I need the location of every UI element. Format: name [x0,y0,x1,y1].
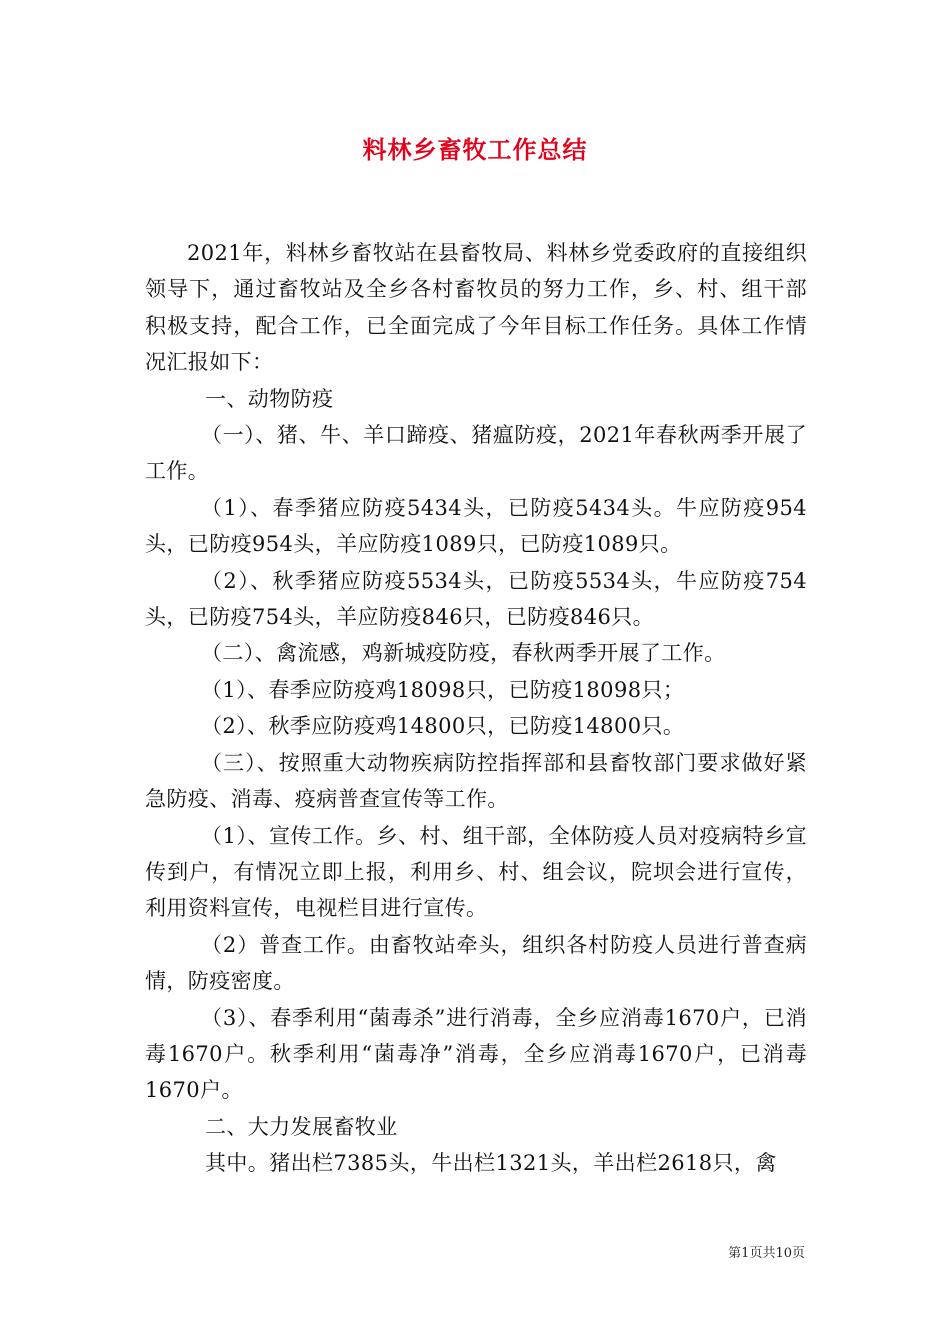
section-heading-animal-epidemic: 一、动物防疫 [205,386,334,411]
section-heading-develop-livestock: 二、大力发展畜牧业 [205,1114,398,1139]
subsection-avian-flu: （二）、禽流感，鸡新城疫防疫，春秋两季开展了工作。 [201,641,726,666]
item-autumn-livestock: （2）、秋季猪应防疫5534头，已防疫5534头，牛应防疫754头，已防疫754头，羊应防疫846只，已防疫846只。 [145,568,807,630]
document-body [145,235,807,1182]
paragraph-output: 其中。猪出栏7385头，牛出栏1321头，羊出栏2618只，禽 [205,1151,777,1176]
intro-paragraph: 2021年，料林乡畜牧站在县畜牧局、料林乡党委政府的直接组织领导下，通过畜牧站及全乡各村畜牧员的努力工作，乡、村、组干部积极支持，配合工作，已全面完成了今年目标工作任务。具体工作情况汇报如下： [145,241,807,375]
document-title: 料林乡畜牧工作总结 [362,136,588,164]
subsection-emergency: （三）、按照重大动物疾病防控指挥部和县畜牧部门要求做好紧急防疫、消毒、疫病普查宣传等工作。 [145,750,807,812]
item-spring-chicken: （1）、春季应防疫鸡18098只，已防疫18098只； [201,677,685,702]
item-publicity: （1）、宣传工作。乡、村、组干部，全体防疫人员对疫病特乡宣传到户，有情况立即上报，利用乡、村、组会议，院坝会进行宣传，利用资料宣传，电视栏目进行宣传。 [145,823,807,921]
item-autumn-chicken: （2）、秋季应防疫鸡14800只，已防疫14800只。 [201,714,685,739]
subsection-foot-mouth: （一）、猪、牛、羊口蹄疫、猪瘟防疫，2021年春秋两季开展了工作。 [145,423,807,484]
item-survey: （2）普查工作。由畜牧站牵头，组织各村防疫人员进行普查病情，防疫密度。 [145,932,807,994]
item-disinfection: （3）、春季利用“菌毒杀”进行消毒，全乡应消毒1670户，已消毒1670户。秋季利用“菌毒净”消毒，全乡应消毒1670户，已消毒1670户。 [145,1005,807,1103]
page-number: 第1页共10页 [728,1246,805,1261]
item-spring-livestock: （1）、春季猪应防疫5434头，已防疫5434头。牛应防疫954头，已防疫954头，羊应防疫1089只，已防疫1089只。 [145,495,807,557]
